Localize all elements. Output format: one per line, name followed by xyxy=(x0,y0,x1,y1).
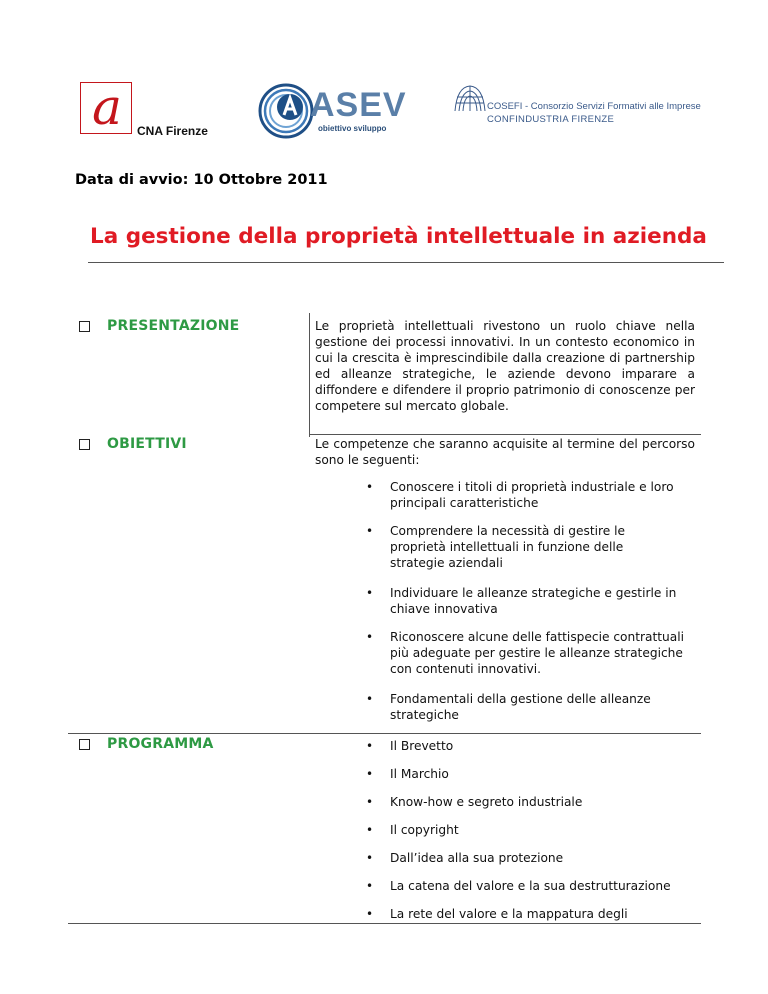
cna-label: CNA Firenze xyxy=(137,124,208,138)
cosefi-name: COSEFI - Consorzio Servizi Formativi alle Imprese xyxy=(487,101,701,112)
start-date: Data di avvio: 10 Ottobre 2011 xyxy=(75,172,328,188)
list-item: • Conoscere i titoli di proprietà industriale e loro principali caratteristiche xyxy=(366,480,674,510)
section-label-obiettivi: OBIETTIVI xyxy=(107,436,187,452)
checkbox-presentazione[interactable] xyxy=(79,321,90,332)
list-item: • Riconoscere alcune delle fattispecie contrattuali più adeguate per gestire le alleanze strategiche con contenuti innovativi. xyxy=(366,630,685,676)
list-item: • Fondamentali della gestione delle alleanze strategiche xyxy=(366,692,651,722)
column-divider xyxy=(309,313,310,437)
section-label-programma: PROGRAMMA xyxy=(107,736,214,752)
row-divider xyxy=(310,434,701,435)
obiettivi-intro: Le competenze che saranno acquisite al termine del percorso sono le seguenti: xyxy=(315,437,695,467)
confindustria-name: CONFINDUSTRIA FIRENZE xyxy=(487,114,615,125)
list-item: • Comprendere la necessità di gestire le proprietà intellettuali in funzione delle strategie aziendali xyxy=(366,524,625,570)
title-divider xyxy=(88,262,724,263)
row-divider xyxy=(68,733,701,734)
checkbox-obiettivi[interactable] xyxy=(79,439,90,450)
confindustria-logo-icon xyxy=(453,83,487,113)
cna-logo xyxy=(80,78,132,136)
list-item: • Individuare le alleanze strategiche e gestirle in chiave innovativa xyxy=(366,586,677,616)
section-label-presentazione: PRESENTAZIONE xyxy=(107,318,240,334)
list-item: • Dall’idea alla sua protezione xyxy=(366,851,564,865)
page-title: La gestione della proprietà intellettuale in azienda xyxy=(90,224,707,249)
cna-logo-glyph: a xyxy=(92,78,122,136)
presentazione-text: Le proprietà intellettuali rivestono un ruolo chiave nella gestione dei processi innovativi. In un contesto economico in cui la crescita è imprescindibile dalla creazione di partnership ed alleanze strategiche, le aziende devono imparare a diffondere e difendere il proprio patrimonio di conoscenze per competere sul mercato globale. xyxy=(315,319,695,413)
checkbox-programma[interactable] xyxy=(79,739,90,750)
list-item: • Il Marchio xyxy=(366,767,449,781)
list-item: • Know-how e segreto industriale xyxy=(366,795,583,809)
list-item: • La rete del valore e la mappatura degli xyxy=(366,907,628,921)
row-divider xyxy=(68,923,701,924)
list-item: • Il Brevetto xyxy=(366,739,454,753)
asev-tagline: obiettivo sviluppo xyxy=(318,124,387,133)
list-item: • La catena del valore e la sua destrutturazione xyxy=(366,879,671,893)
list-item: • Il copyright xyxy=(366,823,459,837)
asev-logo-text: ASEV xyxy=(310,86,407,124)
